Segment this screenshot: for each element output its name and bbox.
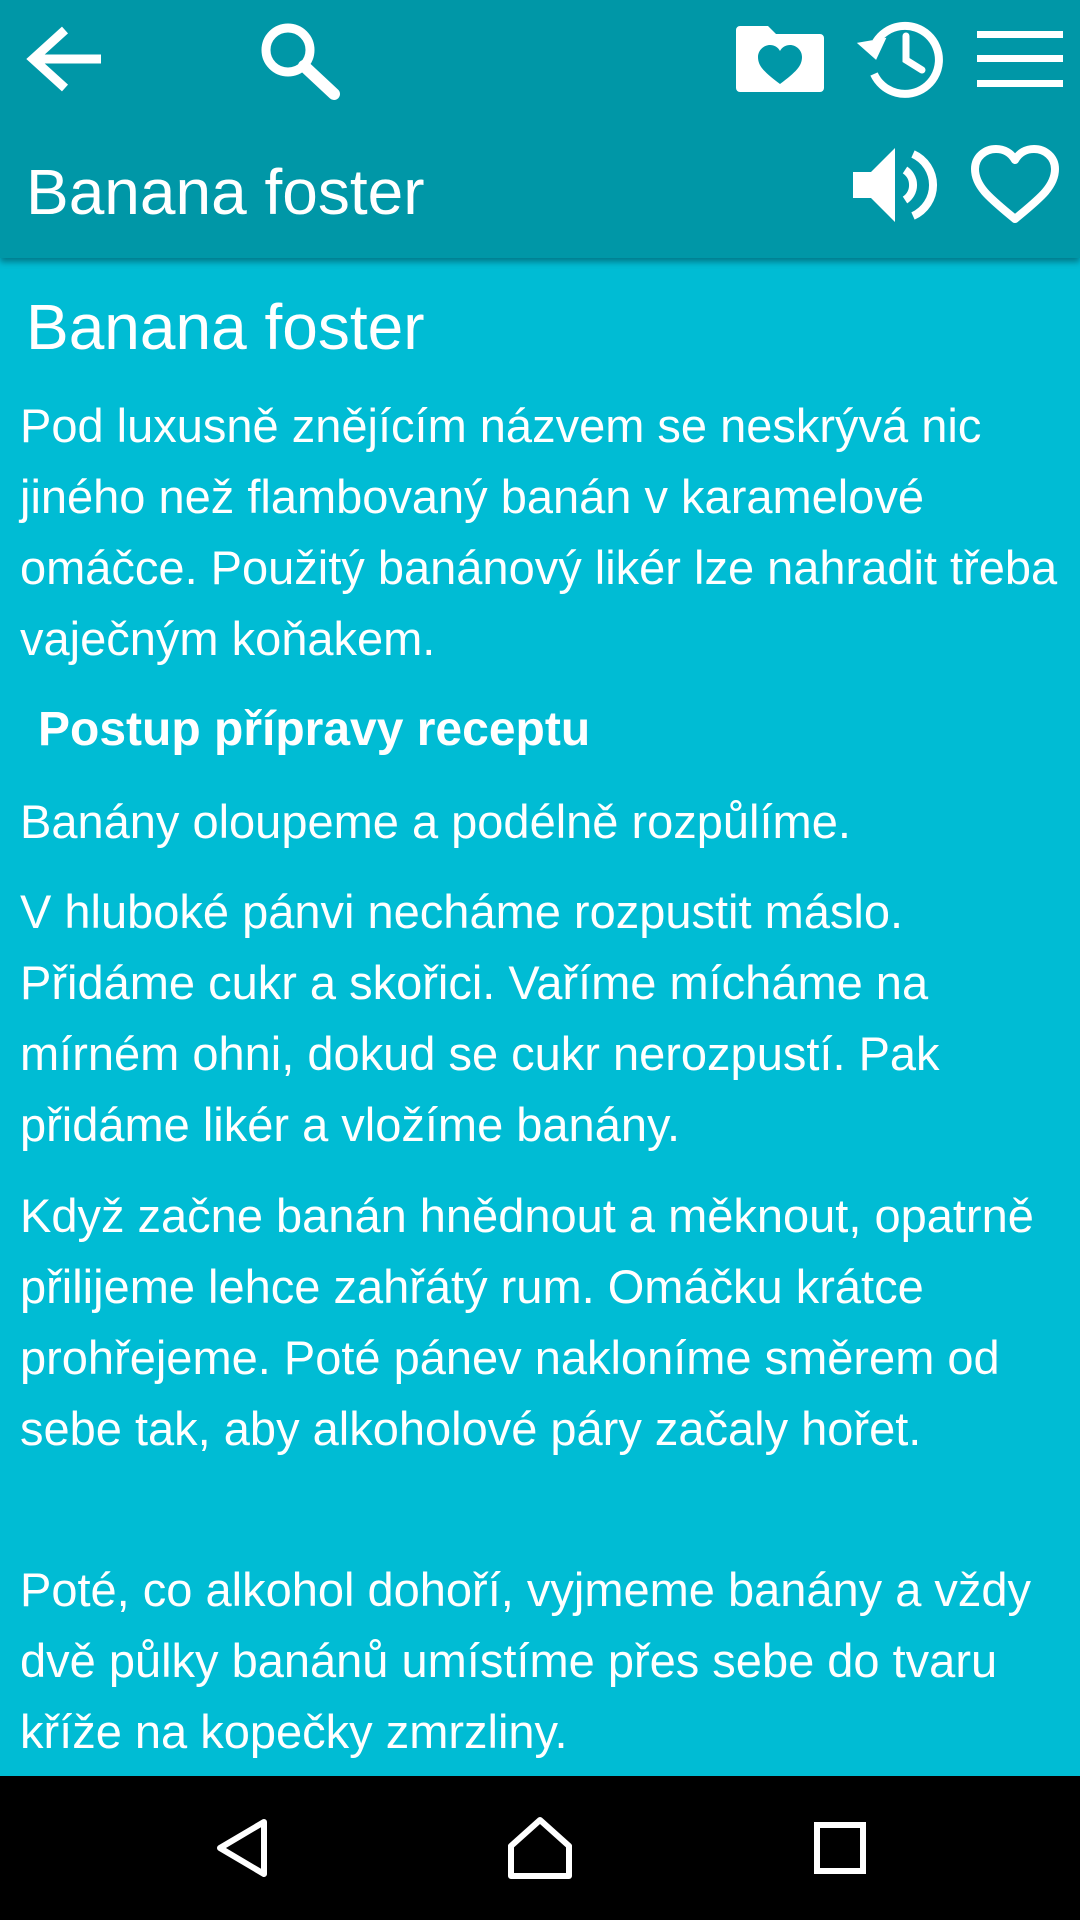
history-button[interactable] — [845, 8, 955, 108]
favorite-button[interactable] — [960, 135, 1070, 235]
back-button[interactable] — [10, 14, 120, 104]
search-icon — [258, 20, 342, 100]
toolbar-title: Banana foster — [26, 156, 425, 228]
history-icon — [852, 12, 948, 104]
recipe-step: V hluboké pánvi necháme rozpustit máslo. Přidáme cukr a skořici. Vaříme mícháme na mírném ohni, dokud se cukr nerozpustí. Pak přidáme likér a vložíme banány. — [20, 885, 940, 1151]
heart-outline-icon — [969, 143, 1061, 227]
system-recents-button[interactable] — [780, 1798, 900, 1898]
system-back-button[interactable] — [182, 1798, 302, 1898]
menu-button[interactable] — [970, 14, 1070, 104]
arrow-left-icon — [25, 24, 105, 94]
system-navigation-bar — [0, 1776, 1080, 1920]
hamburger-menu-icon — [977, 29, 1063, 89]
system-home-button[interactable] — [480, 1798, 600, 1898]
section-heading: Postup přípravy receptu — [38, 703, 591, 756]
recipe-step: Banány oloupeme a podélně rozpůlíme. — [20, 795, 851, 848]
recipe-step: Poté, co alkohol dohoří, vyjmeme banány a vždy dvě půlky banánů umístíme přes sebe do tvaru kříže na kopečky zmrzliny. — [20, 1563, 1032, 1758]
recipe-title: Banana foster — [26, 291, 425, 363]
recipe-content[interactable] — [0, 262, 1080, 1776]
favorites-folder-button[interactable] — [725, 14, 835, 104]
triangle-back-icon — [212, 1816, 272, 1880]
speak-button[interactable] — [840, 135, 950, 235]
speaker-icon — [849, 142, 941, 228]
home-icon — [507, 1816, 573, 1880]
recipe-intro: Pod luxusně znějícím názvem se neskrývá nic jiného než flambovaný banán v karamelové omáčce. Použitý banánový likér lze nahradit třeba vaječným koňakem. — [20, 399, 1058, 665]
square-recents-icon — [813, 1821, 867, 1875]
search-button[interactable] — [245, 12, 355, 107]
recipe-step: Když začne banán hnědnout a měknout, opatrně přilijeme lehce zahřátý rum. Omáčku krátce prohřejeme. Poté pánev nakloníme směrem od sebe tak, aby alkoholové páry začaly hořet. — [20, 1189, 1034, 1455]
folder-heart-icon — [734, 24, 826, 94]
app-toolbar — [0, 0, 1080, 258]
